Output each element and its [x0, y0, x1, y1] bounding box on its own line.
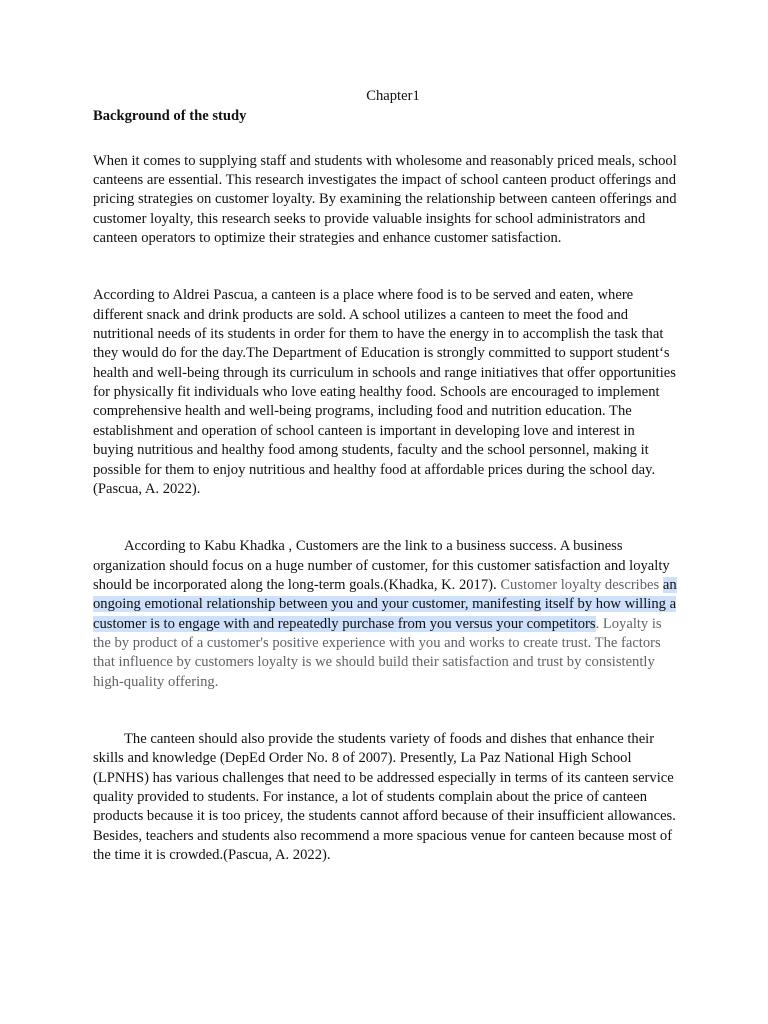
- paragraph-canteen-challenges: The canteen should also provide the students variety of foods and dishes that enhance their skills and knowledge (DepEd Order No. 8 of 2007). Presently, La Paz National High School (LPNHS) has various challenges that need to be addressed especially in terms of its canteen service quality provided to students. For instance, a lot of students complain about the price of canteen products because it is too pricey, the students cannot afford because of their insufficient allowances. Besides, teachers and students also recommend a more spacious venue for canteen because most of the time it is crowded.(Pascua, A. 2022).: [93, 730, 676, 863]
- document-page: [93, 87, 679, 865]
- paragraph-customer-loyalty: [93, 537, 679, 692]
- highlighted-text-selection[interactable]: an ongoing emotional relationship between you and your customer, manifesting itself by how willing a customer is to engage with and repeatedly purchase from you versus your competitors: [93, 576, 677, 632]
- loyalty-grey-tail-text: . Loyalty is the by product of a customer's positive experience with you and works to create trust. The factors that influence by customers loyalty is we should build their satisfaction and trust by consistently high-quality offering.: [93, 615, 662, 690]
- paragraph-canteen-definition: According to Aldrei Pascua, a canteen is a place where food is to be served and eaten, where different snack and drink products are sold. A school utilizes a canteen to meet the food and nutritional needs of its students in order for them to have the energy in to accomplish the task that they would do for the day.The Department of Education is strongly committed to support student‘s health and well-being through its curriculum in schools and range initiatives that offer opportunities for physically fit individuals who love eating healthy food. Schools are encouraged to implement comprehensive health and well-being programs, including food and nutrition education. The establishment and operation of school canteen is important in developing love and interest in buying nutritious and healthy food among students, faculty and the school personnel, making it possible for them to enjoy nutritious and healthy food at affordable prices during the school day.(Pascua, A. 2022).: [93, 287, 676, 497]
- section-heading: Background of the study: [93, 108, 247, 125]
- chapter-title: Chapter1: [366, 88, 420, 104]
- loyalty-grey-lead-text: Customer loyalty describes: [500, 576, 663, 593]
- paragraph-introduction: When it comes to supplying staff and students with wholesome and reasonably priced meals, school canteens are essential. This research investigates the impact of school canteen product offerings and pricing strategies on customer loyalty. By examining the relationship between canteen offerings and customer loyalty, this research seeks to provide valuable insights for school administrators and canteen operators to optimize their strategies and enhance customer satisfaction.: [93, 152, 677, 247]
- loyalty-intro-text: According to Kabu Khadka , Customers are the link to a business success. A business organization should focus on a huge number of customer, for this customer satisfaction and loyalty should be incorporated along the long-term goals.(Khadka, K. 2017).: [93, 538, 670, 593]
